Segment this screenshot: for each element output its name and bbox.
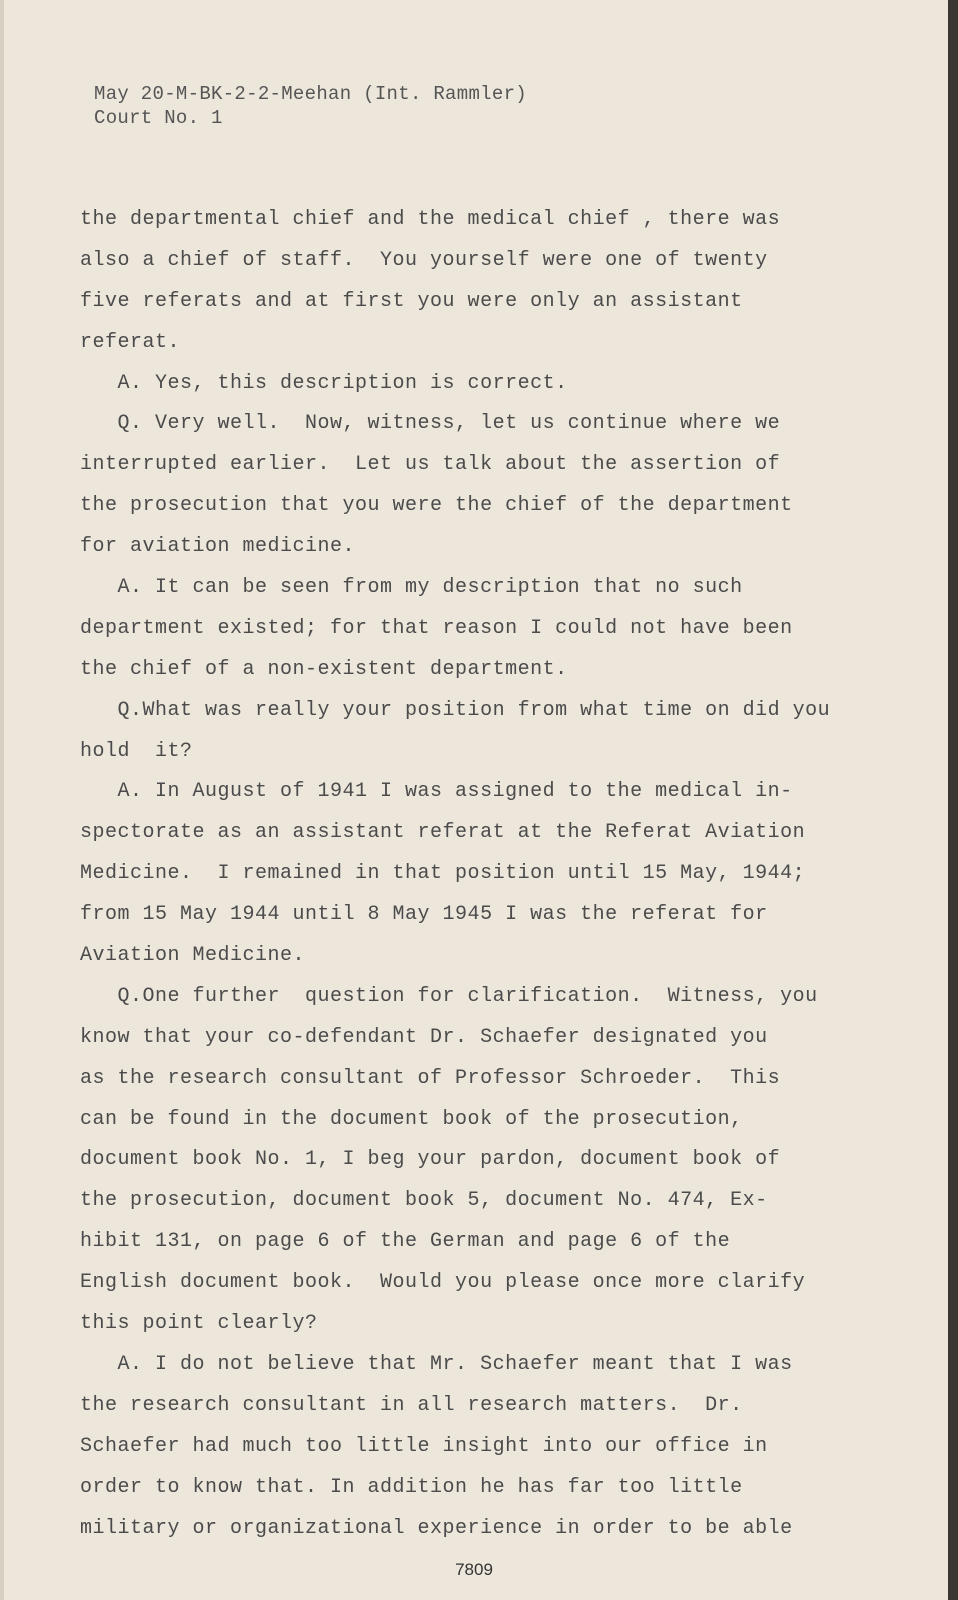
transcript-line: Aviation Medicine.: [80, 944, 306, 968]
header-court-line: Court No. 1: [94, 107, 223, 129]
transcript-line: spectorate as an assistant referat at the Referat Aviation: [80, 821, 806, 845]
transcript-line: the prosecution that you were the chief of the department: [80, 494, 793, 518]
document-header: [94, 82, 527, 130]
transcript-line: referat.: [80, 330, 181, 354]
transcript-line: A. It can be seen from my description that no such: [80, 576, 743, 600]
transcript-line: Q.What was really your position from what time on did you: [80, 698, 831, 722]
transcript-line: military or organizational experience in order to be able: [80, 1516, 793, 1540]
transcript-line: A. Yes, this description is correct.: [80, 371, 568, 395]
transcript-line: the research consultant in all research matters. Dr.: [80, 1393, 743, 1417]
transcript-line: Q.One further question for clarification. Witness, you: [80, 984, 818, 1008]
transcript-line: hibit 131, on page 6 of the German and page 6 of the: [80, 1230, 731, 1254]
transcript-line: document book No. 1, I beg your pardon, document book of: [80, 1148, 781, 1172]
transcript-line: five referats and at first you were only an assistant: [80, 289, 743, 313]
transcript-line: Medicine. I remained in that position until 15 May, 1944;: [80, 862, 806, 886]
page-left-edge: [0, 0, 4, 1600]
transcript-line: as the research consultant of Professor Schroeder. This: [80, 1066, 781, 1090]
transcript-line: know that your co-defendant Dr. Schaefer designated you: [80, 1025, 768, 1049]
transcript-line: this point clearly?: [80, 1312, 318, 1336]
transcript-line: department existed; for that reason I could not have been: [80, 616, 793, 640]
transcript-body: [80, 200, 880, 1549]
transcript-line: Q. Very well. Now, witness, let us continue where we: [80, 412, 781, 436]
transcript-line: interrupted earlier. Let us talk about the assertion of: [80, 453, 781, 477]
transcript-line: can be found in the document book of the prosecution,: [80, 1107, 743, 1131]
transcript-line: A. In August of 1941 I was assigned to the medical in-: [80, 780, 793, 804]
transcript-line: Schaefer had much too little insight into our office in: [80, 1434, 768, 1458]
transcript-line: the chief of a non-existent department.: [80, 657, 568, 681]
page-right-edge: [948, 0, 958, 1600]
page-number: 7809: [455, 1560, 493, 1579]
transcript-line: the departmental chief and the medical chief , there was: [80, 208, 781, 231]
transcript-line: also a chief of staff. You yourself were one of twenty: [80, 248, 768, 272]
transcript-line: English document book. Would you please once more clarify: [80, 1271, 806, 1295]
transcript-line: from 15 May 1944 until 8 May 1945 I was the referat for: [80, 903, 768, 927]
transcript-line: for aviation medicine.: [80, 535, 356, 559]
transcript-line: A. I do not believe that Mr. Schaefer meant that I was: [80, 1352, 793, 1376]
transcript-line: order to know that. In addition he has far too little: [80, 1475, 743, 1499]
transcript-line: hold it?: [80, 739, 193, 763]
header-session-line: May 20-M-BK-2-2-Meehan (Int. Rammler): [94, 83, 527, 105]
transcript-line: the prosecution, document book 5, document No. 474, Ex-: [80, 1189, 768, 1213]
